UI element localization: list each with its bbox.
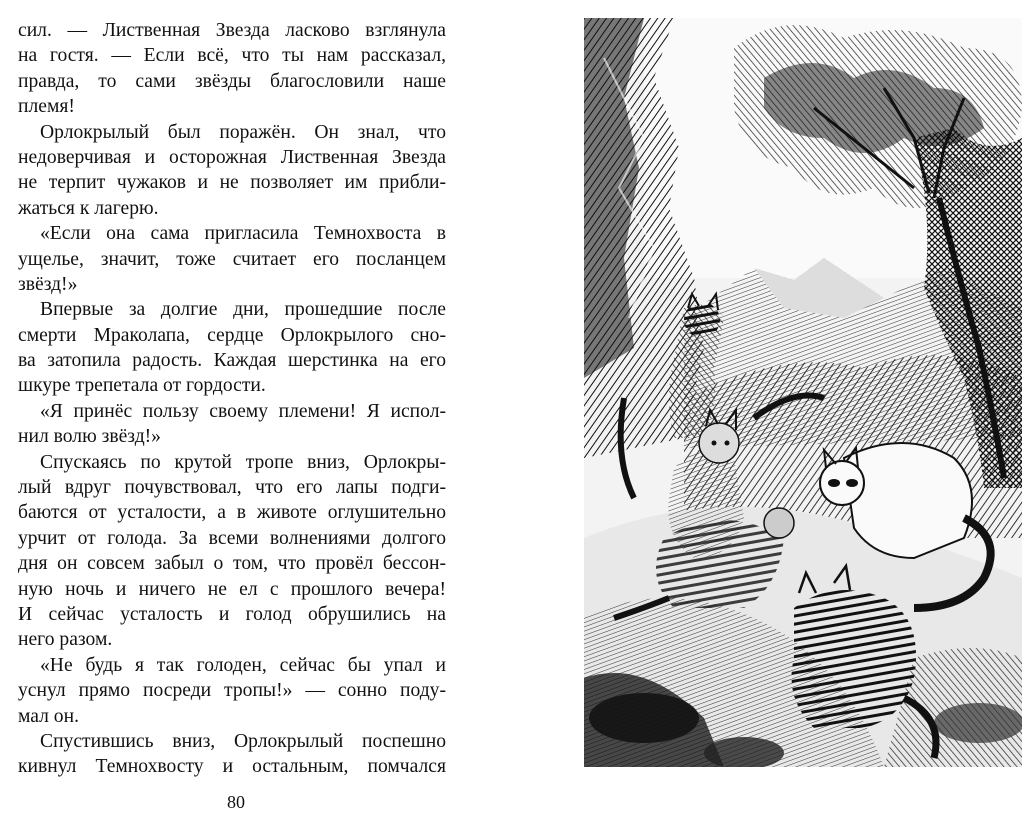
cats-illustration	[584, 18, 1022, 767]
text-line: правда, то сами звёзды благословили наше	[18, 70, 446, 92]
text-line: кивнул Темнохвосту и остальным, помчался	[18, 756, 446, 778]
text-line: жаться к лагерю.	[18, 197, 159, 219]
text-line: звёзд!»	[18, 273, 78, 295]
text-line: дня он совсем забыл о том, что провёл бессон-	[18, 553, 446, 575]
text-line: недоверчивая и осторожная Лиственная Звезда	[18, 146, 446, 168]
text-line: И сейчас усталость и голод обрушились на	[18, 603, 446, 625]
text-line: мал он.	[18, 705, 79, 727]
text-line: «Не будь я так голоден, сейчас бы упал и	[40, 654, 446, 676]
text-line: ную ночь и ничего не ел с прошлого вечера!	[18, 578, 446, 600]
text-line: «Я принёс пользу своему племени! Я испол-	[40, 400, 446, 422]
text-line: Спускаясь по крутой тропе вниз, Орлокры-	[40, 451, 446, 473]
text-line: него разом.	[18, 629, 113, 651]
text-line: не терпит чужаков и не позволяет им прибли-	[18, 172, 446, 194]
text-line: шкуре трепетала от гордости.	[18, 375, 266, 397]
text-line: Спустившись вниз, Орлокрылый поспешно	[40, 730, 446, 752]
text-line: «Если она сама пригласила Темнохвоста в	[40, 223, 446, 245]
text-line: Впервые за долгие дни, прошедшие после	[40, 299, 446, 321]
text-line: ва затопила радость. Каждая шерстинка на его	[18, 350, 446, 372]
text-line: сил. — Лиственная Звезда ласково взглянула	[18, 20, 446, 41]
text-line: лый вдруг почувствовал, что его лапы подги-	[18, 477, 446, 499]
text-line: смерти Мраколапа, сердце Орлокрылого сно-	[18, 324, 446, 346]
text-line: ущелье, значит, тоже считает его посланцем	[18, 248, 446, 270]
text-line: на гостя. — Если всё, что ты нам рассказал,	[18, 45, 446, 67]
text-line: урчит от голода. За всеми волнениями долгого	[18, 527, 446, 549]
text-line: Орлокрылый был поражён. Он знал, что	[40, 121, 446, 143]
text-line: уснул прямо посреди тропы!» — сонно поду-	[18, 680, 446, 702]
text-line: нил волю звёзд!»	[18, 426, 161, 448]
page-number: 80	[227, 792, 245, 812]
text-line: племя!	[18, 96, 75, 118]
text-line: баются от усталости, а в животе оглушительно	[18, 502, 446, 524]
left-page-text	[18, 18, 446, 780]
